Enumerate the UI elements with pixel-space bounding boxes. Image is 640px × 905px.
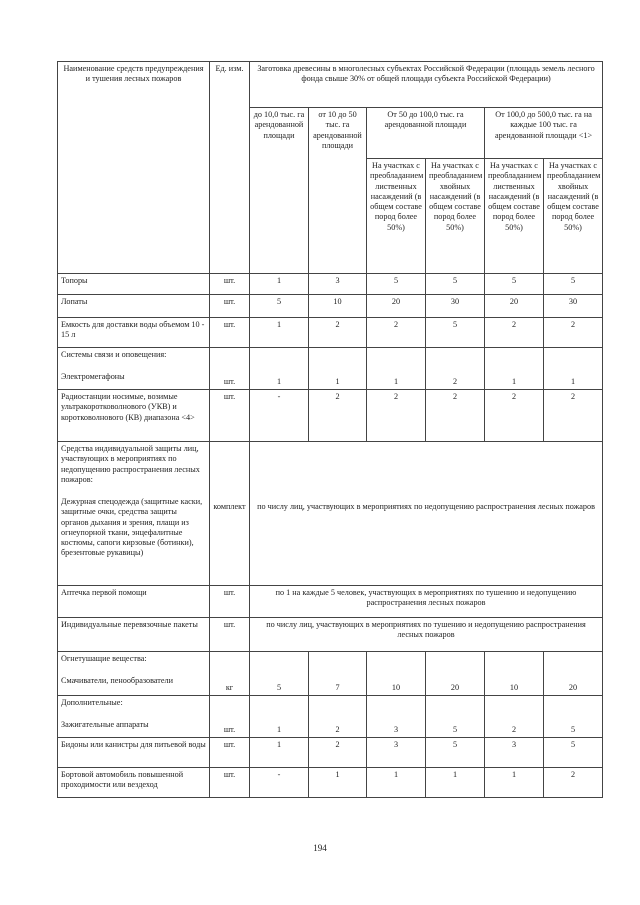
cell: 1: [426, 768, 485, 798]
merged-cell: по числу лиц, участвующих в мероприятиях по тушению и недопущению распространения лесных пожаров: [250, 618, 603, 652]
page-number: 194: [313, 843, 327, 853]
cell: 30: [544, 295, 603, 318]
row-name: Дежурная спецодежда (защитные каски, защитные очки, средства защиты органов дыхания и зрения, плащи из огнеупорной ткани, энцефалитные костюмы, сапоги кирзовые (ботинки), брезентовые рукавицы): [61, 497, 203, 558]
subheader-1: На участках с преобладанием лиственных насаждений (в общем составе пород более 50%): [367, 159, 426, 274]
cell: 2: [485, 696, 544, 738]
row-name: Бидоны или канистры для питьевой воды: [58, 738, 210, 768]
row-unit: кг: [210, 652, 250, 696]
cell: 2: [309, 696, 367, 738]
cell: 1: [309, 348, 367, 390]
cell: 5: [544, 696, 603, 738]
header-col-2: от 10 до 50 тыс. га арендованной площади: [309, 108, 367, 274]
cell: 5: [367, 274, 426, 295]
header-col-4: От 100,0 до 500,0 тыс. га на каждые 100 тыс. га арендованной площади <1>: [485, 108, 603, 159]
table-row: [58, 442, 603, 586]
cell: 20: [426, 652, 485, 696]
cell: 3: [309, 274, 367, 295]
row-name: Зажигательные аппараты: [61, 720, 149, 730]
table-row: [58, 274, 603, 295]
cell: 5: [250, 652, 309, 696]
table-row: [58, 738, 603, 768]
row-unit: шт.: [210, 738, 250, 768]
cell: 5: [426, 696, 485, 738]
cell: 2: [544, 318, 603, 348]
cell: 2: [309, 318, 367, 348]
cell: -: [250, 768, 309, 798]
section-heading: Средства индивидуальной защиты лиц, участвующих в мероприятиях по недопущению распространения лесных пожаров:: [61, 444, 200, 484]
cell: 1: [485, 348, 544, 390]
header-col-3: От 50 до 100,0 тыс. га арендованной площади: [367, 108, 485, 159]
row-name: Бортовой автомобиль повышенной проходимости или вездеход: [58, 768, 210, 798]
cell: 1: [250, 318, 309, 348]
row-unit: шт.: [210, 295, 250, 318]
cell: 1: [250, 738, 309, 768]
fire-equipment-norms-table: [57, 61, 603, 798]
table-row: [58, 586, 603, 618]
row-name: Смачиватели, пенообразователи: [61, 676, 173, 686]
cell: 1: [367, 768, 426, 798]
cell: 1: [485, 768, 544, 798]
cell: 30: [426, 295, 485, 318]
section-heading: Дополнительные:: [61, 698, 123, 707]
cell: 5: [250, 295, 309, 318]
row-unit: шт.: [210, 618, 250, 652]
subheader-2: На участках с преобладанием хвойных насаждений (в общем составе пород более 50%): [426, 159, 485, 274]
table-row: [58, 318, 603, 348]
section-heading: Огнетушащие вещества:: [61, 654, 147, 663]
cell: 20: [367, 295, 426, 318]
cell: 10: [485, 652, 544, 696]
merged-cell: по числу лиц, участвующих в мероприятиях по недопущению распространения лесных пожаров: [250, 442, 603, 586]
row-name: Емкость для доставки воды объемом 10 - 15 л: [58, 318, 210, 348]
row-name: Аптечка первой помощи: [58, 586, 210, 618]
cell: 3: [367, 738, 426, 768]
row-name: Радиостанции носимые, возимые ультракоротковолнового (УКВ) и коротковолнового (КВ) диапазона <4>: [58, 390, 210, 442]
cell: 5: [544, 274, 603, 295]
merged-cell: по 1 на каждые 5 человек, участвующих в мероприятиях по тушению и недопущению распространения лесных пожаров: [250, 586, 603, 618]
header-unit: Ед. изм.: [210, 62, 250, 274]
cell: 1: [250, 696, 309, 738]
cell: 10: [309, 295, 367, 318]
table-row: [58, 652, 603, 696]
cell: 2: [367, 318, 426, 348]
cell: 1: [544, 348, 603, 390]
subheader-4: На участках с преобладанием хвойных насаждений (в общем составе пород более 50%): [544, 159, 603, 274]
cell: 5: [426, 318, 485, 348]
row-unit: шт.: [210, 696, 250, 738]
row-unit: шт.: [210, 390, 250, 442]
cell: 7: [309, 652, 367, 696]
cell: 20: [485, 295, 544, 318]
row-unit: комплект: [210, 442, 250, 586]
cell: 2: [426, 390, 485, 442]
cell: 3: [485, 738, 544, 768]
header-name: Наименование средств предупреждения и тушения лесных пожаров: [58, 62, 210, 274]
table-row: [58, 618, 603, 652]
cell: 2: [309, 738, 367, 768]
cell: 5: [426, 738, 485, 768]
cell: 2: [309, 390, 367, 442]
cell: 1: [367, 348, 426, 390]
section-heading: Системы связи и оповещения:: [61, 350, 167, 359]
cell: 5: [485, 274, 544, 295]
row-name: Лопаты: [58, 295, 210, 318]
cell: 5: [426, 274, 485, 295]
cell: 1: [250, 274, 309, 295]
cell: 2: [485, 390, 544, 442]
cell: 2: [544, 768, 603, 798]
cell: 2: [367, 390, 426, 442]
row-unit: шт.: [210, 768, 250, 798]
row-name: Индивидуальные перевязочные пакеты: [58, 618, 210, 652]
row-unit: шт.: [210, 318, 250, 348]
table-row: [58, 390, 603, 442]
cell: 1: [309, 768, 367, 798]
cell: 1: [250, 348, 309, 390]
row-name: Электромегафоны: [61, 372, 125, 382]
cell: 3: [367, 696, 426, 738]
row-name: Топоры: [58, 274, 210, 295]
header-group: Заготовка древесины в многолесных субъектах Российской Федерации (площадь земель лесного фонда свыше 30% от общей площади субъекта Российской Федерации): [250, 62, 603, 108]
cell: -: [250, 390, 309, 442]
table-row: [58, 768, 603, 798]
table-row: [58, 348, 603, 390]
cell: 2: [544, 390, 603, 442]
subheader-3: На участках с преобладанием лиственных насаждений (в общем составе пород более 50%): [485, 159, 544, 274]
row-unit: шт.: [210, 586, 250, 618]
header-col-1: до 10,0 тыс. га арендованной площади: [250, 108, 309, 274]
table-row: [58, 696, 603, 738]
cell: 2: [485, 318, 544, 348]
cell: 10: [367, 652, 426, 696]
cell: 2: [426, 348, 485, 390]
row-unit: шт.: [210, 348, 250, 390]
row-unit: шт.: [210, 274, 250, 295]
table-row: [58, 295, 603, 318]
cell: 20: [544, 652, 603, 696]
cell: 5: [544, 738, 603, 768]
